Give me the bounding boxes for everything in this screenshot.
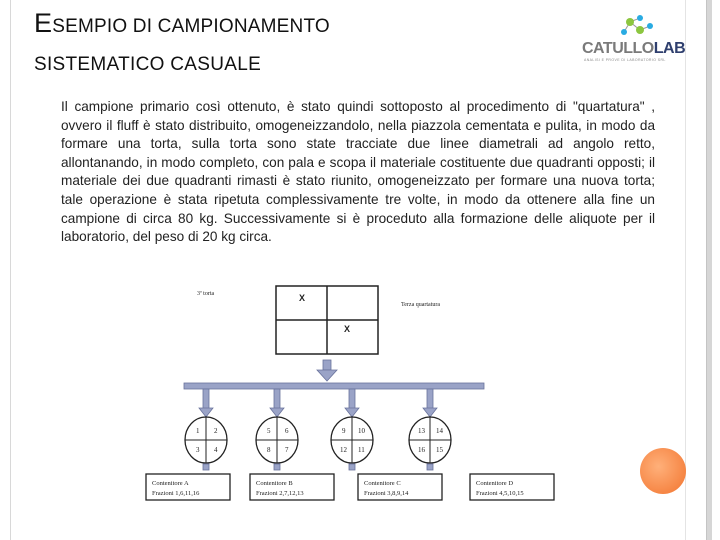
fraction-circle-4 — [409, 389, 451, 470]
container-fractions: Frazioni 4,5,10,15 — [476, 490, 524, 497]
fraction-number: 1 — [196, 427, 200, 435]
body-paragraph: Il campione primario così ottenuto, è stato quindi sottoposto al procedimento di "quartatura" , ovvero il fluff è stato distribuito, omogeneizzandolo, nella piazzola cementata e pulita, in modo da formare una torta, sulla torta sono state tracciate due linee diametrali ad angolo retto, allontanando, in modo completo, con pala e scopa il materiale costituente due quadranti opposti; il materiale dei due quadranti rimasti è stato riunito, omogeneizzato per formare una nuova torta; tale operazione è stata ripetuta complessivamente tre volte, in modo da ottenere alla fine un campione di circa 80 kg. Successivamente si è proceduto alla formazione delle aliquote per il laboratorio, del peso di 20 kg circa. — [61, 99, 655, 245]
logo-wordmark — [582, 40, 685, 58]
container-name: Contenitore D — [476, 480, 514, 487]
fraction-circle-1 — [185, 389, 227, 470]
title-rest: SEMPIO DI CAMPIONAMENTO — [52, 16, 330, 37]
fraction-number: 13 — [418, 427, 425, 435]
quartatura-label: Terza quartatura — [401, 302, 441, 308]
logo-tagline: ANALISI E PROVE DI LABORATORIO SRL — [584, 58, 666, 62]
distribution-bar — [184, 383, 484, 389]
fraction-number: 15 — [436, 446, 443, 454]
slide-title — [34, 8, 330, 39]
fraction-number: 10 — [358, 427, 365, 435]
catullolab-logo — [578, 14, 686, 64]
fraction-number: 14 — [436, 427, 443, 435]
torta-label: 3ª torta — [197, 291, 215, 297]
removed-quadrant-mark-1: X — [299, 293, 306, 303]
container-box-3 — [358, 474, 442, 500]
container-box-2 — [250, 474, 334, 500]
container-fractions: Frazioni 2,7,12,13 — [256, 490, 304, 497]
logo-name-a: CATULLO — [582, 40, 654, 57]
main-down-arrow — [317, 360, 337, 381]
fraction-number: 9 — [342, 427, 346, 435]
title-initial: E — [34, 8, 53, 38]
fraction-number: 2 — [214, 427, 218, 435]
frame-left-line — [10, 0, 11, 540]
orange-circle-decoration — [640, 448, 686, 494]
torta-square — [276, 286, 378, 354]
diagram-svg — [140, 280, 560, 520]
fraction-number: 12 — [340, 446, 347, 454]
fraction-number: 8 — [267, 446, 271, 454]
quartering-diagram — [140, 280, 560, 520]
container-fractions: Frazioni 1,6,11,16 — [152, 490, 200, 497]
container-name: Contenitore A — [152, 480, 189, 487]
fraction-number: 3 — [196, 446, 200, 454]
slide-subtitle: SISTEMATICO CASUALE — [34, 54, 262, 75]
fraction-circle-3 — [331, 389, 373, 470]
fraction-number: 5 — [267, 427, 271, 435]
container-box-1 — [146, 474, 230, 500]
container-name: Contenitore C — [364, 480, 401, 487]
fraction-number: 6 — [285, 427, 289, 435]
container-fractions: Frazioni 3,8,9,14 — [364, 490, 409, 497]
fraction-number: 11 — [358, 446, 365, 454]
fraction-number: 16 — [418, 446, 425, 454]
fraction-number: 4 — [214, 446, 218, 454]
container-name: Contenitore B — [256, 480, 293, 487]
fraction-circle-2 — [256, 389, 298, 470]
removed-quadrant-mark-2: X — [344, 324, 351, 334]
logo-name-b: LAB — [653, 40, 686, 57]
frame-right-bar — [706, 0, 712, 540]
containers — [146, 474, 554, 500]
fraction-circles — [185, 389, 451, 470]
fraction-number: 7 — [285, 446, 289, 454]
container-box-4 — [470, 474, 554, 500]
